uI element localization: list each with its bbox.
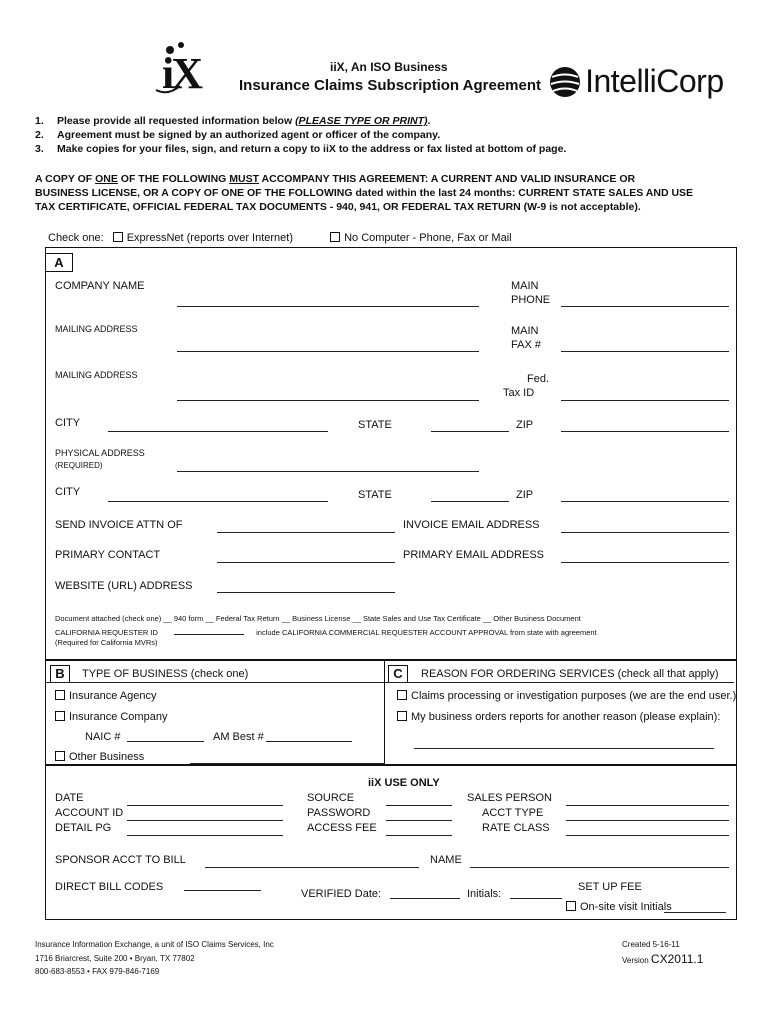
- company-name-label: COMPANY NAME: [55, 280, 145, 292]
- footer-version-value: CX2011.1: [650, 952, 704, 966]
- expressnet-label: ExpressNet (reports over Internet): [126, 232, 294, 244]
- insurance-company-option[interactable]: Insurance Company: [55, 711, 167, 723]
- naic-label: NAIC #: [85, 731, 121, 743]
- iix-logo-text: iX: [162, 49, 200, 98]
- name-field[interactable]: [470, 867, 729, 868]
- naic-field[interactable]: [127, 741, 204, 742]
- section-b-tag: B: [50, 665, 70, 683]
- primary-email-label: PRIMARY EMAIL ADDRESS: [403, 549, 545, 561]
- invoice-email-field[interactable]: [561, 532, 729, 533]
- primary-contact-field[interactable]: [217, 562, 395, 563]
- section-a-box: [45, 247, 737, 661]
- other-business-checkbox[interactable]: [55, 751, 65, 761]
- fed-tax-label-1: Fed.: [527, 373, 550, 385]
- initials-label: Initials:: [467, 888, 502, 900]
- city-label-1: CITY: [55, 417, 81, 429]
- verified-date-field[interactable]: [390, 898, 460, 899]
- send-invoice-field[interactable]: [217, 532, 395, 533]
- date-field[interactable]: [127, 805, 283, 806]
- section-c-title-underline: [384, 682, 734, 683]
- direct-bill-label: DIRECT BILL CODES: [55, 881, 164, 893]
- other-reason-option[interactable]: My business orders reports for another reason (please explain):: [397, 711, 720, 723]
- footer-version: [622, 952, 703, 966]
- password-field[interactable]: [386, 820, 452, 821]
- source-field[interactable]: [386, 805, 452, 806]
- password-label: PASSWORD: [307, 807, 371, 819]
- iix-use-title: iiX USE ONLY: [368, 777, 440, 789]
- expressnet-checkbox[interactable]: [113, 232, 123, 242]
- company-name-field[interactable]: [177, 306, 479, 307]
- document-attached-line: Document attached (check one) __ 940 form __ Federal Tax Return __ Business License __ State Sales and Use Tax Certificate __ Other Business Document: [55, 614, 581, 623]
- insurance-agency-checkbox[interactable]: [55, 690, 65, 700]
- acct-type-field[interactable]: [566, 820, 729, 821]
- other-reason-field[interactable]: [414, 748, 714, 749]
- source-label: SOURCE: [307, 792, 355, 804]
- main-phone-label-2: PHONE: [511, 294, 551, 306]
- main-phone-label-1: MAIN: [511, 280, 539, 292]
- footer-version-label: Version: [622, 956, 649, 965]
- website-label: WEBSITE (URL) ADDRESS: [55, 580, 193, 592]
- insurance-agency-option[interactable]: Insurance Agency: [55, 690, 156, 702]
- section-b-title: TYPE OF BUSINESS (check one): [82, 668, 249, 680]
- insurance-company-checkbox[interactable]: [55, 711, 65, 721]
- globe-icon: [548, 65, 582, 99]
- notice-line-1: A COPY OF ONE OF THE FOLLOWING MUST ACCOMPANY THIS AGREEMENT: A CURRENT AND VALID INSURANCE OR: [35, 173, 636, 185]
- city-label-2: CITY: [55, 486, 81, 498]
- account-id-label: ACCOUNT ID: [55, 807, 124, 819]
- claims-processing-checkbox[interactable]: [397, 690, 407, 700]
- no-computer-checkbox[interactable]: [330, 232, 340, 242]
- access-fee-field[interactable]: [386, 835, 452, 836]
- main-fax-label-2: FAX #: [511, 339, 541, 351]
- fed-tax-label-2: Tax ID: [503, 387, 535, 399]
- section-c-tag: C: [388, 665, 408, 683]
- intellicorp-logo-text: IntelliCorp: [585, 63, 724, 99]
- initials-field[interactable]: [510, 898, 562, 899]
- am-best-field[interactable]: [266, 741, 352, 742]
- section-a-tag: A: [45, 253, 73, 272]
- city-field-1[interactable]: [108, 431, 328, 432]
- main-phone-field[interactable]: [561, 306, 729, 307]
- other-reason-checkbox[interactable]: [397, 711, 407, 721]
- onsite-visit-checkbox[interactable]: [566, 901, 576, 911]
- city-field-2[interactable]: [108, 501, 328, 502]
- intellicorp-logo: [548, 63, 724, 103]
- verified-date-label: VERIFIED Date:: [301, 888, 382, 900]
- fed-tax-field[interactable]: [561, 400, 729, 401]
- setup-fee-label: SET UP FEE: [578, 881, 642, 893]
- california-requester-field[interactable]: [174, 626, 244, 635]
- mailing-address-label-2: MAILING ADDRESS: [55, 370, 138, 380]
- iix-logo: [150, 40, 220, 96]
- rate-class-label: RATE CLASS: [482, 822, 550, 834]
- mailing-address-field-1[interactable]: [177, 351, 479, 352]
- instruction-2: 2. Agreement must be signed by an authorized agent or officer of the company.: [35, 129, 441, 141]
- physical-address-label: PHYSICAL ADDRESS: [55, 448, 145, 458]
- send-invoice-label: SEND INVOICE ATTN OF: [55, 519, 183, 531]
- name-label: NAME: [430, 854, 462, 866]
- california-requester-line: [55, 626, 597, 637]
- main-fax-field[interactable]: [561, 351, 729, 352]
- california-requester-label: CALIFORNIA REQUESTER ID: [55, 628, 158, 637]
- account-id-field[interactable]: [127, 820, 283, 821]
- state-field-2[interactable]: [431, 501, 509, 502]
- invoice-email-label: INVOICE EMAIL ADDRESS: [403, 519, 540, 531]
- sponsor-acct-label: SPONSOR ACCT TO BILL: [55, 854, 186, 866]
- zip-label-2: ZIP: [516, 489, 534, 501]
- detail-pg-field[interactable]: [127, 835, 283, 836]
- check-one-row: [48, 232, 512, 244]
- sponsor-acct-field[interactable]: [205, 867, 419, 868]
- state-field-1[interactable]: [431, 431, 509, 432]
- state-label-2: STATE: [358, 489, 392, 501]
- footer-phone-fax: 800-683-8553 • FAX 979-846-7169: [35, 967, 160, 976]
- footer-company: Insurance Information Exchange, a unit of ISO Claims Services, Inc: [35, 940, 274, 949]
- no-computer-label: No Computer - Phone, Fax or Mail: [344, 232, 512, 244]
- footer-created: Created 5-16-11: [622, 940, 680, 949]
- date-label: DATE: [55, 792, 84, 804]
- state-label-1: STATE: [358, 419, 392, 431]
- sales-person-field[interactable]: [566, 805, 729, 806]
- physical-address-field[interactable]: [177, 471, 479, 472]
- instruction-1: 1. Please provide all requested information below (PLEASE TYPE OR PRINT).: [35, 115, 431, 127]
- physical-address-required: (REQUIRED): [55, 461, 103, 470]
- zip-field-2[interactable]: [561, 501, 729, 502]
- access-fee-label: ACCESS FEE: [307, 822, 377, 834]
- website-field[interactable]: [217, 592, 395, 593]
- other-business-option[interactable]: Other Business: [55, 751, 144, 763]
- california-requester-note: include CALIFORNIA COMMERCIAL REQUESTER ACCOUNT APPROVAL from state with agreement: [256, 628, 597, 637]
- direct-bill-field[interactable]: [184, 890, 261, 891]
- zip-label-1: ZIP: [516, 419, 534, 431]
- footer-address: 1716 Briarcrest, Suite 200 • Bryan, TX 77802: [35, 954, 195, 963]
- claims-processing-option[interactable]: Claims processing or investigation purposes (we are the end user.): [397, 690, 736, 702]
- mailing-address-label-1: MAILING ADDRESS: [55, 324, 138, 334]
- check-one-label: Check one:: [48, 232, 104, 244]
- notice-line-3: TAX CERTIFICATE, OFFICIAL FEDERAL TAX DOCUMENTS - 940, 941, OR FEDERAL TAX RETURN (W-9 is not acceptable).: [35, 201, 641, 213]
- onsite-visit-option[interactable]: On-site visit Initials: [566, 901, 672, 913]
- zip-field-1[interactable]: [561, 431, 729, 432]
- header-title-2: Insurance Claims Subscription Agreement: [239, 77, 542, 94]
- detail-pg-label: DETAIL PG: [55, 822, 112, 834]
- acct-type-label: ACCT TYPE: [482, 807, 544, 819]
- california-mvr-note: (Required for California MVRs): [55, 638, 158, 647]
- main-fax-label-1: MAIN: [511, 325, 539, 337]
- instruction-3: 3. Make copies for your files, sign, and return a copy to iiX to the address or fax listed at bottom of page.: [35, 143, 567, 155]
- primary-email-field[interactable]: [561, 562, 729, 563]
- onsite-initials-field[interactable]: [664, 912, 726, 913]
- rate-class-field[interactable]: [566, 835, 729, 836]
- am-best-label: AM Best #: [213, 731, 264, 743]
- notice-line-2: BUSINESS LICENSE, OR A COPY OF ONE OF THE FOLLOWING dated within the last 24 months: CURRENT STATE SALES AND USE: [35, 187, 694, 199]
- sales-person-label: SALES PERSON: [467, 792, 552, 804]
- primary-contact-label: PRIMARY CONTACT: [55, 549, 161, 561]
- section-b-title-underline: [46, 682, 384, 683]
- section-c-title: REASON FOR ORDERING SERVICES (check all that apply): [421, 668, 719, 680]
- header-title-1: iiX, An ISO Business: [330, 60, 448, 74]
- section-bc-divider: [384, 659, 385, 764]
- mailing-address-field-2[interactable]: [177, 400, 479, 401]
